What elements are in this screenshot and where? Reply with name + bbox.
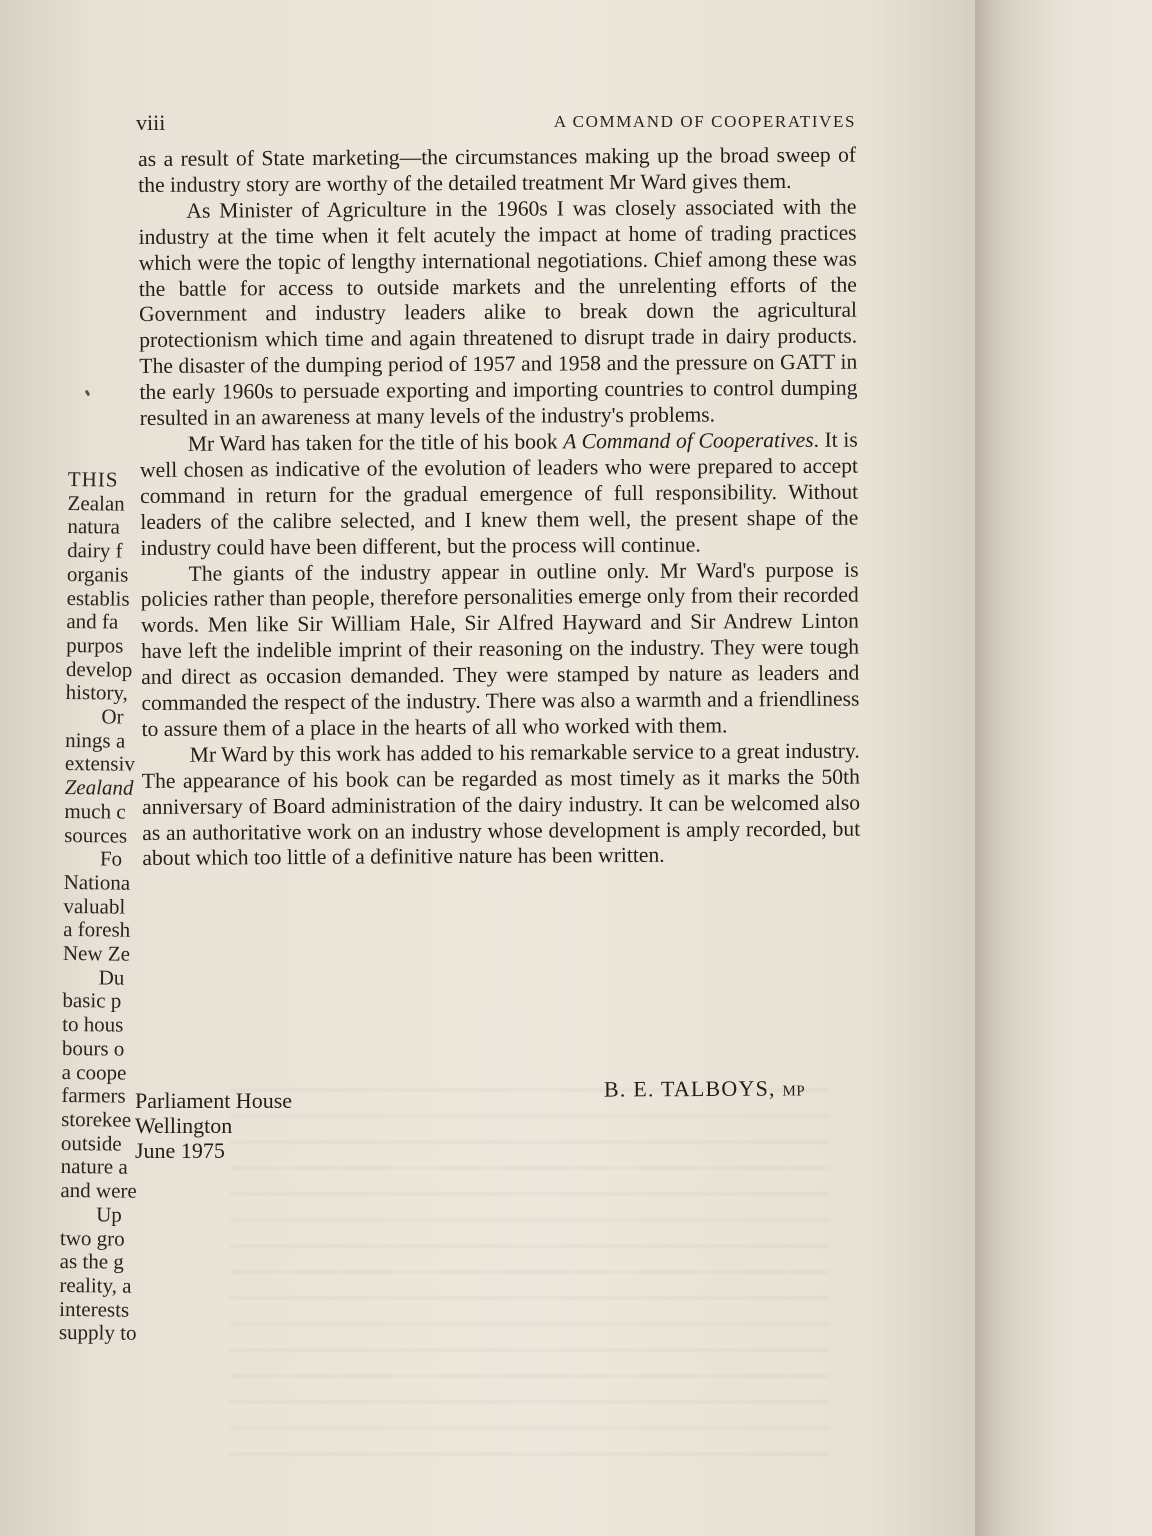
right-page-line: develop	[65, 656, 133, 682]
right-page-line: a coope	[61, 1059, 127, 1085]
right-page-line: Nationa	[63, 869, 131, 895]
right-page	[1008, 0, 1152, 1536]
right-page-line: and were	[60, 1178, 137, 1203]
signature-honorific: MP	[782, 1083, 806, 1100]
right-page-line: bours o	[61, 1035, 125, 1061]
right-page-line: as the g	[59, 1249, 124, 1274]
foreword-body	[138, 143, 860, 873]
right-page-line: interests	[59, 1296, 130, 1322]
right-page-line: Du	[98, 965, 125, 990]
right-page-line: sources	[64, 822, 128, 848]
right-page-line: a foresh	[63, 917, 131, 943]
right-page-line: establis	[66, 585, 130, 611]
right-page-line: outside	[60, 1130, 122, 1156]
right-page-line: reality, a	[59, 1272, 132, 1298]
right-page-line: supply to	[58, 1320, 137, 1346]
right-page-line: farmers	[61, 1083, 126, 1108]
right-page-line: New Ze	[62, 941, 131, 966]
ink-speck	[85, 390, 91, 397]
right-page-line: much c	[64, 798, 126, 824]
right-page-line: basic p	[62, 988, 122, 1014]
place-line-1: Parliament House	[135, 1088, 293, 1113]
right-page-line: Zealan	[67, 490, 125, 516]
right-page-line: history,	[65, 680, 129, 705]
place-line-2: Wellington	[135, 1113, 233, 1138]
right-page-line: two gro	[59, 1225, 125, 1251]
paragraph-3-before: Mr Ward has taken for the title of his book	[187, 429, 564, 456]
right-page-line: Zealand	[64, 775, 134, 800]
right-page-line: Fo	[99, 846, 123, 871]
right-page-line: valuabl	[63, 893, 126, 919]
right-page-line: nature a	[60, 1154, 128, 1180]
right-page-line: storekee	[61, 1106, 132, 1132]
right-page-line: extensiv	[64, 751, 136, 777]
paragraph-4: The giants of the industry appear in outline only. Mr Ward's purpose is policies rather than people, therefore personalities emerge only from their recorded words. Men like Sir William Hale, Sir Alfred Hayward and Sir Andrew Linton have left the indelible imprint of their reasoning on the industry. They were tough and direct as occasion demanded. They were stamped by nature as leaders and commanded the respect of the industry. There was also a warmth and a friendliness to assure them of a place in the hearts of all who worked with them.	[140, 557, 860, 741]
right-page-text	[59, 468, 146, 1346]
signature	[604, 1075, 805, 1102]
paragraph-3-after: . It is well chosen as indicative of the evolution of leaders who were prepared to accept command in return for the gradual emergence of full responsibility. Without leaders of the calibre selected, and I knew them well, the present shape of the industry could have been different, but the process will continue.	[139, 427, 859, 560]
right-page-line: to hous	[62, 1012, 124, 1037]
right-page-line: dairy f	[67, 538, 123, 563]
place-and-date	[135, 1088, 292, 1163]
page-number: viii	[136, 110, 166, 135]
running-head	[136, 110, 856, 136]
right-page-line: natura	[67, 514, 120, 539]
book-title-italic: A Command of Cooperatives	[563, 427, 814, 454]
right-page-line: and fa	[66, 609, 119, 634]
date-line: June 1975	[135, 1138, 225, 1163]
running-head-title: A COMMAND OF COOPERATIVES	[553, 112, 856, 131]
right-page-line: Up	[96, 1202, 122, 1227]
right-page-line: Or	[101, 704, 124, 729]
paragraph-1: as a result of State marketing—the circumstances making up the broad sweep of the industry story are worthy of the detailed treatment Mr Ward gives them.	[138, 142, 857, 197]
right-page-line: organis	[66, 561, 129, 587]
right-page-line: THIS	[67, 467, 119, 492]
right-page-line: purpos	[66, 632, 124, 658]
paragraph-2: As Minister of Agriculture in the 1960s I was closely associated with the industry at the time when it felt acutely the impact at home of trading practices which were the topic of lengthy international negotiations. Chief among these was the battle for access to outside markets and the unrelenting efforts of the Government and industry leaders alike to break down the agricultural protectionism which time and again threatened to disrupt trade in dairy products. The disaster of the dumping period of 1957 and 1958 and the pressure on GATT in the early 1960s to persuade exporting and importing countries to control dumping resulted in an awareness at many levels of the industry's problems.	[138, 194, 858, 431]
show-through-text	[230, 1075, 830, 1455]
paragraph-3	[140, 428, 859, 562]
right-page-line: nings a	[65, 727, 126, 753]
paragraph-5: Mr Ward by this work has added to his remarkable service to a great industry. The appearance of his book can be regarded as most timely as it marks the 50th anniversary of Board administration of the dairy industry. It can be welcomed also as an authoritative work on an industry whose development is amply recorded, but about which too little of a definitive nature has been written.	[141, 738, 861, 871]
signature-name: B. E. TALBOYS,	[603, 1075, 776, 1102]
